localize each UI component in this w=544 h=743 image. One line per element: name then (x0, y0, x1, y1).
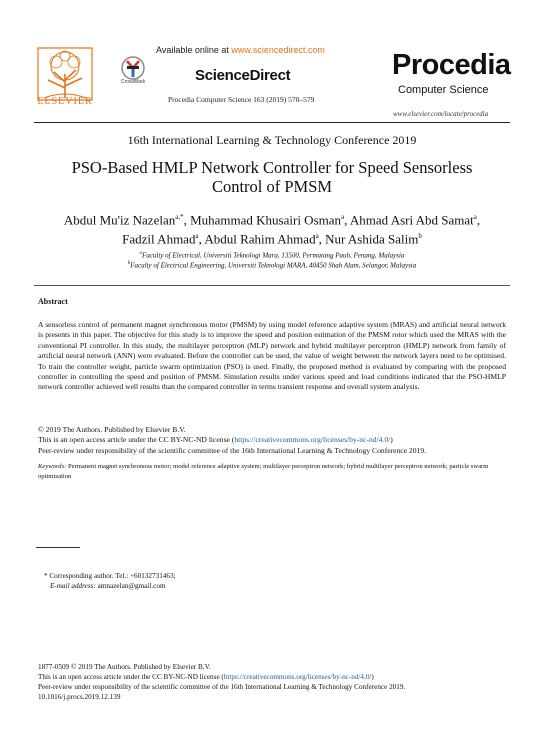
journal-brand: Procedia (392, 49, 511, 81)
platform-name: ScienceDirect (195, 67, 291, 84)
header-divider (34, 122, 510, 123)
publisher-name: ELSEVIER (37, 96, 93, 107)
keywords: Keywords: Permanent magnet synchronous motor; model reference adaptive system; multilayer perceptron network; hybrid multilayer perceptron network; particle swarm optimization (38, 463, 489, 480)
crossmark-label: CrossMark (120, 79, 146, 85)
section-divider (34, 285, 510, 286)
license-link[interactable]: https://creativecommons.org/licenses/by-nc-nd/4.0/ (234, 435, 391, 445)
bottom-license-link[interactable]: https://creativecommons.org/licenses/by-nc-nd/4.0/ (223, 673, 372, 681)
journal-url[interactable]: www.elsevier.com/locate/procedia (393, 110, 489, 118)
sciencedirect-link[interactable]: www.sciencedirect.com (231, 45, 325, 55)
doi[interactable]: 10.1016/j.procs.2019.12.139 (38, 693, 121, 701)
abstract-text: A sensorless control of permanent magnet synchronous motor (PMSM) by using model reference adaptive system (MRAS) and artificial neural network is presents in this paper. The objective for this study is to improve the speed and position estimation of the PMSM rotor which used the MRAS with the conventional PI controller. In this study, the multilayer perceptron (MLP) network and hybrid multilayer perceptron (HMLP) network from family of artificial neural network (ANN) were evaluated. Before the controller can be used, the value of weight between the network layers need to be optimised. To train the controller weight, particle swarm optimization (PSO) is used. Finally, the proposed method is evaluated by comparing with the proposed controller in controlling the speed and position of PMSM. Simulation results under various speed and load conditions indicated that the PSO-HMLP network controller achieved well results than the compared controller in terms transient response and overall system analysis. (38, 320, 506, 392)
corresponding-author-footnote: * Corresponding author. Tel.: +60132731463; E-mail address: amnazelan@gmail.com (44, 572, 176, 590)
bottom-copyright-block: 1877-0509 © 2019 The Authors. Published by Elsevier B.V. This is an open access article under the CC BY-NC-ND license (https://creativecommons.org/licenses/by-nc-nd/4.0/) Peer-review under responsibility of the scientific committee of the 16th International Learning & Technology Conference 2019. 10.1016/j.procs.2019.12.139 (38, 662, 508, 702)
paper-title: PSO-Based HMLP Network Controller for Speed Sensorless Control of PMSM (71, 158, 473, 196)
affiliation-a: $^a$Faculty of Electrical, Universiti Teknologi Mara, 13500, Permatang Pauh, Penang, Malaysia (139, 251, 405, 260)
copyright-notice: © 2019 The Authors. Published by Elsevier B.V. This is an open access article under the CC BY-NC-ND license (https://creativecommons.org/licenses/by-nc-nd/4.0/) Peer-review under responsibility of the scientific committee of the 16th International Learning & Technology Conference 2019. (38, 425, 427, 455)
conference-name: 16th International Learning & Technology Conference 2019 (127, 133, 417, 147)
journal-citation: Procedia Computer Science 163 (2019) 570–579 (168, 95, 315, 104)
abstract-heading: Abstract (38, 297, 68, 306)
affiliation-b: $^b$Faculty of Electrical Engineering, Universiti Teknologi MARA, 40450 Shah Alam, Selangor, Malaysia (127, 261, 417, 270)
author-list: Abdul Mu'iz Nazelan$^{a,*}$, Muhammad Khusairi Osman$^a$, Ahmad Asri Abd Samat$^a$, Fadzil Ahmad$^a$, Abdul Rahim Ahmad$^a$, Nur Ashida Salim$^b$ (63, 212, 481, 247)
journal-brand-sub: Computer Science (398, 84, 489, 96)
author-email[interactable]: amnazelan@gmail.com (95, 582, 166, 590)
available-online-line: Available online at www.sciencedirect.com (156, 45, 325, 55)
footnote-divider (36, 547, 80, 548)
